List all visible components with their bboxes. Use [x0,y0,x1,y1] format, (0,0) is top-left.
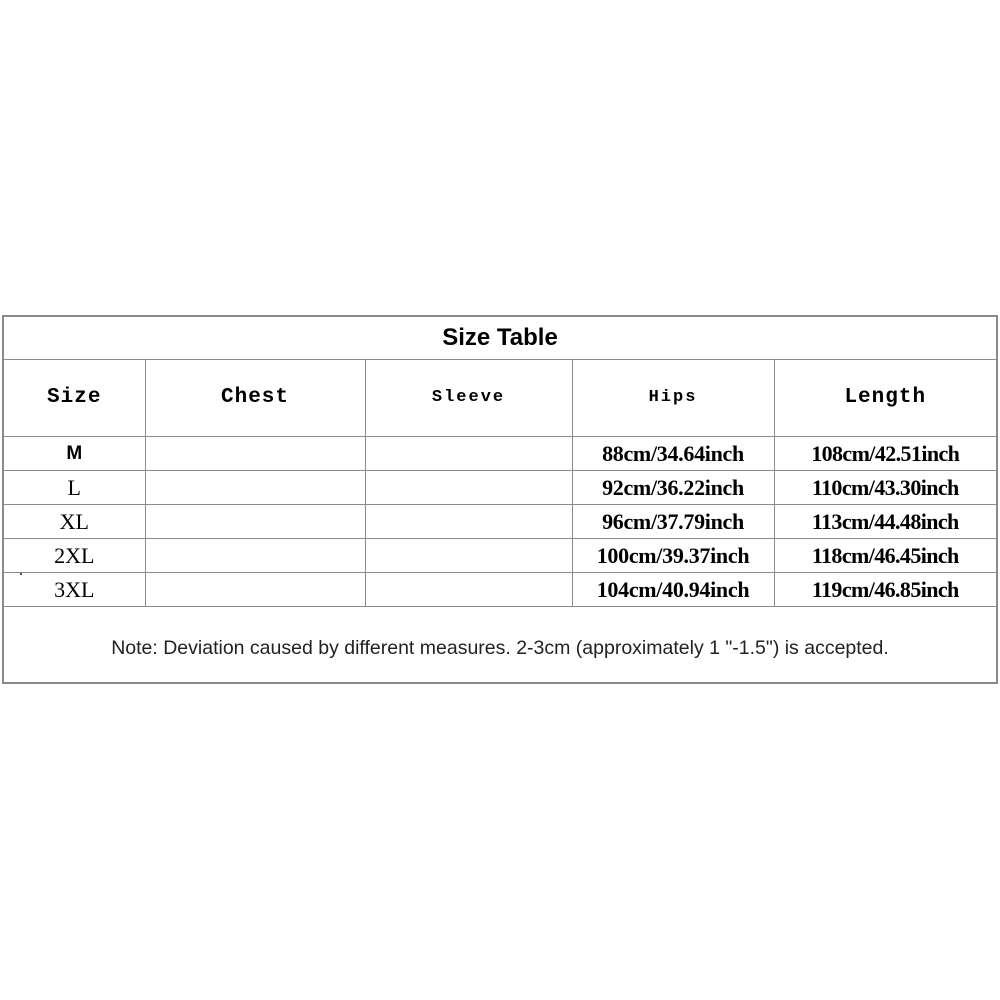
hips-cell: 100cm/39.37inch [572,539,774,573]
header-row [4,359,996,437]
sleeve-cell [365,539,572,573]
chest-cell [145,471,365,505]
length-cell: 119cm/46.85inch [774,573,996,607]
sleeve-cell [365,573,572,607]
header-size: Size [4,359,145,437]
size-cell: 2XL [4,539,145,573]
stray-mark [20,573,22,575]
header-chest: Chest [145,359,365,437]
sleeve-cell [365,437,572,471]
size-cell: L [4,471,145,505]
length-cell: 108cm/42.51inch [774,437,996,471]
chest-cell [145,539,365,573]
hips-cell: 96cm/37.79inch [572,505,774,539]
length-cell: 118cm/46.45inch [774,539,996,573]
table-row [4,539,996,573]
chest-cell [145,505,365,539]
hips-cell: 92cm/36.22inch [572,471,774,505]
length-cell: 113cm/44.48inch [774,505,996,539]
table-row [4,505,996,539]
size-table [2,315,998,684]
chest-cell [145,573,365,607]
hips-cell: 104cm/40.94inch [572,573,774,607]
size-cell: XL [4,505,145,539]
table-row [4,437,996,471]
table-title: Size Table [4,317,996,360]
length-cell: 110cm/43.30inch [774,471,996,505]
hips-cell: 88cm/34.64inch [572,437,774,471]
table-row [4,471,996,505]
measurement-note: Note: Deviation caused by different measures. 2-3cm (approximately 1 "-1.5") is accepted. [111,637,889,659]
header-hips: Hips [572,359,774,437]
size-cell: M [4,437,145,471]
header-sleeve: Sleeve [365,359,572,437]
sleeve-cell [365,505,572,539]
size-grid [4,359,996,607]
header-length: Length [774,359,996,437]
table-row [4,573,996,607]
chest-cell [145,437,365,471]
size-cell: 3XL [4,573,145,607]
sleeve-cell [365,471,572,505]
